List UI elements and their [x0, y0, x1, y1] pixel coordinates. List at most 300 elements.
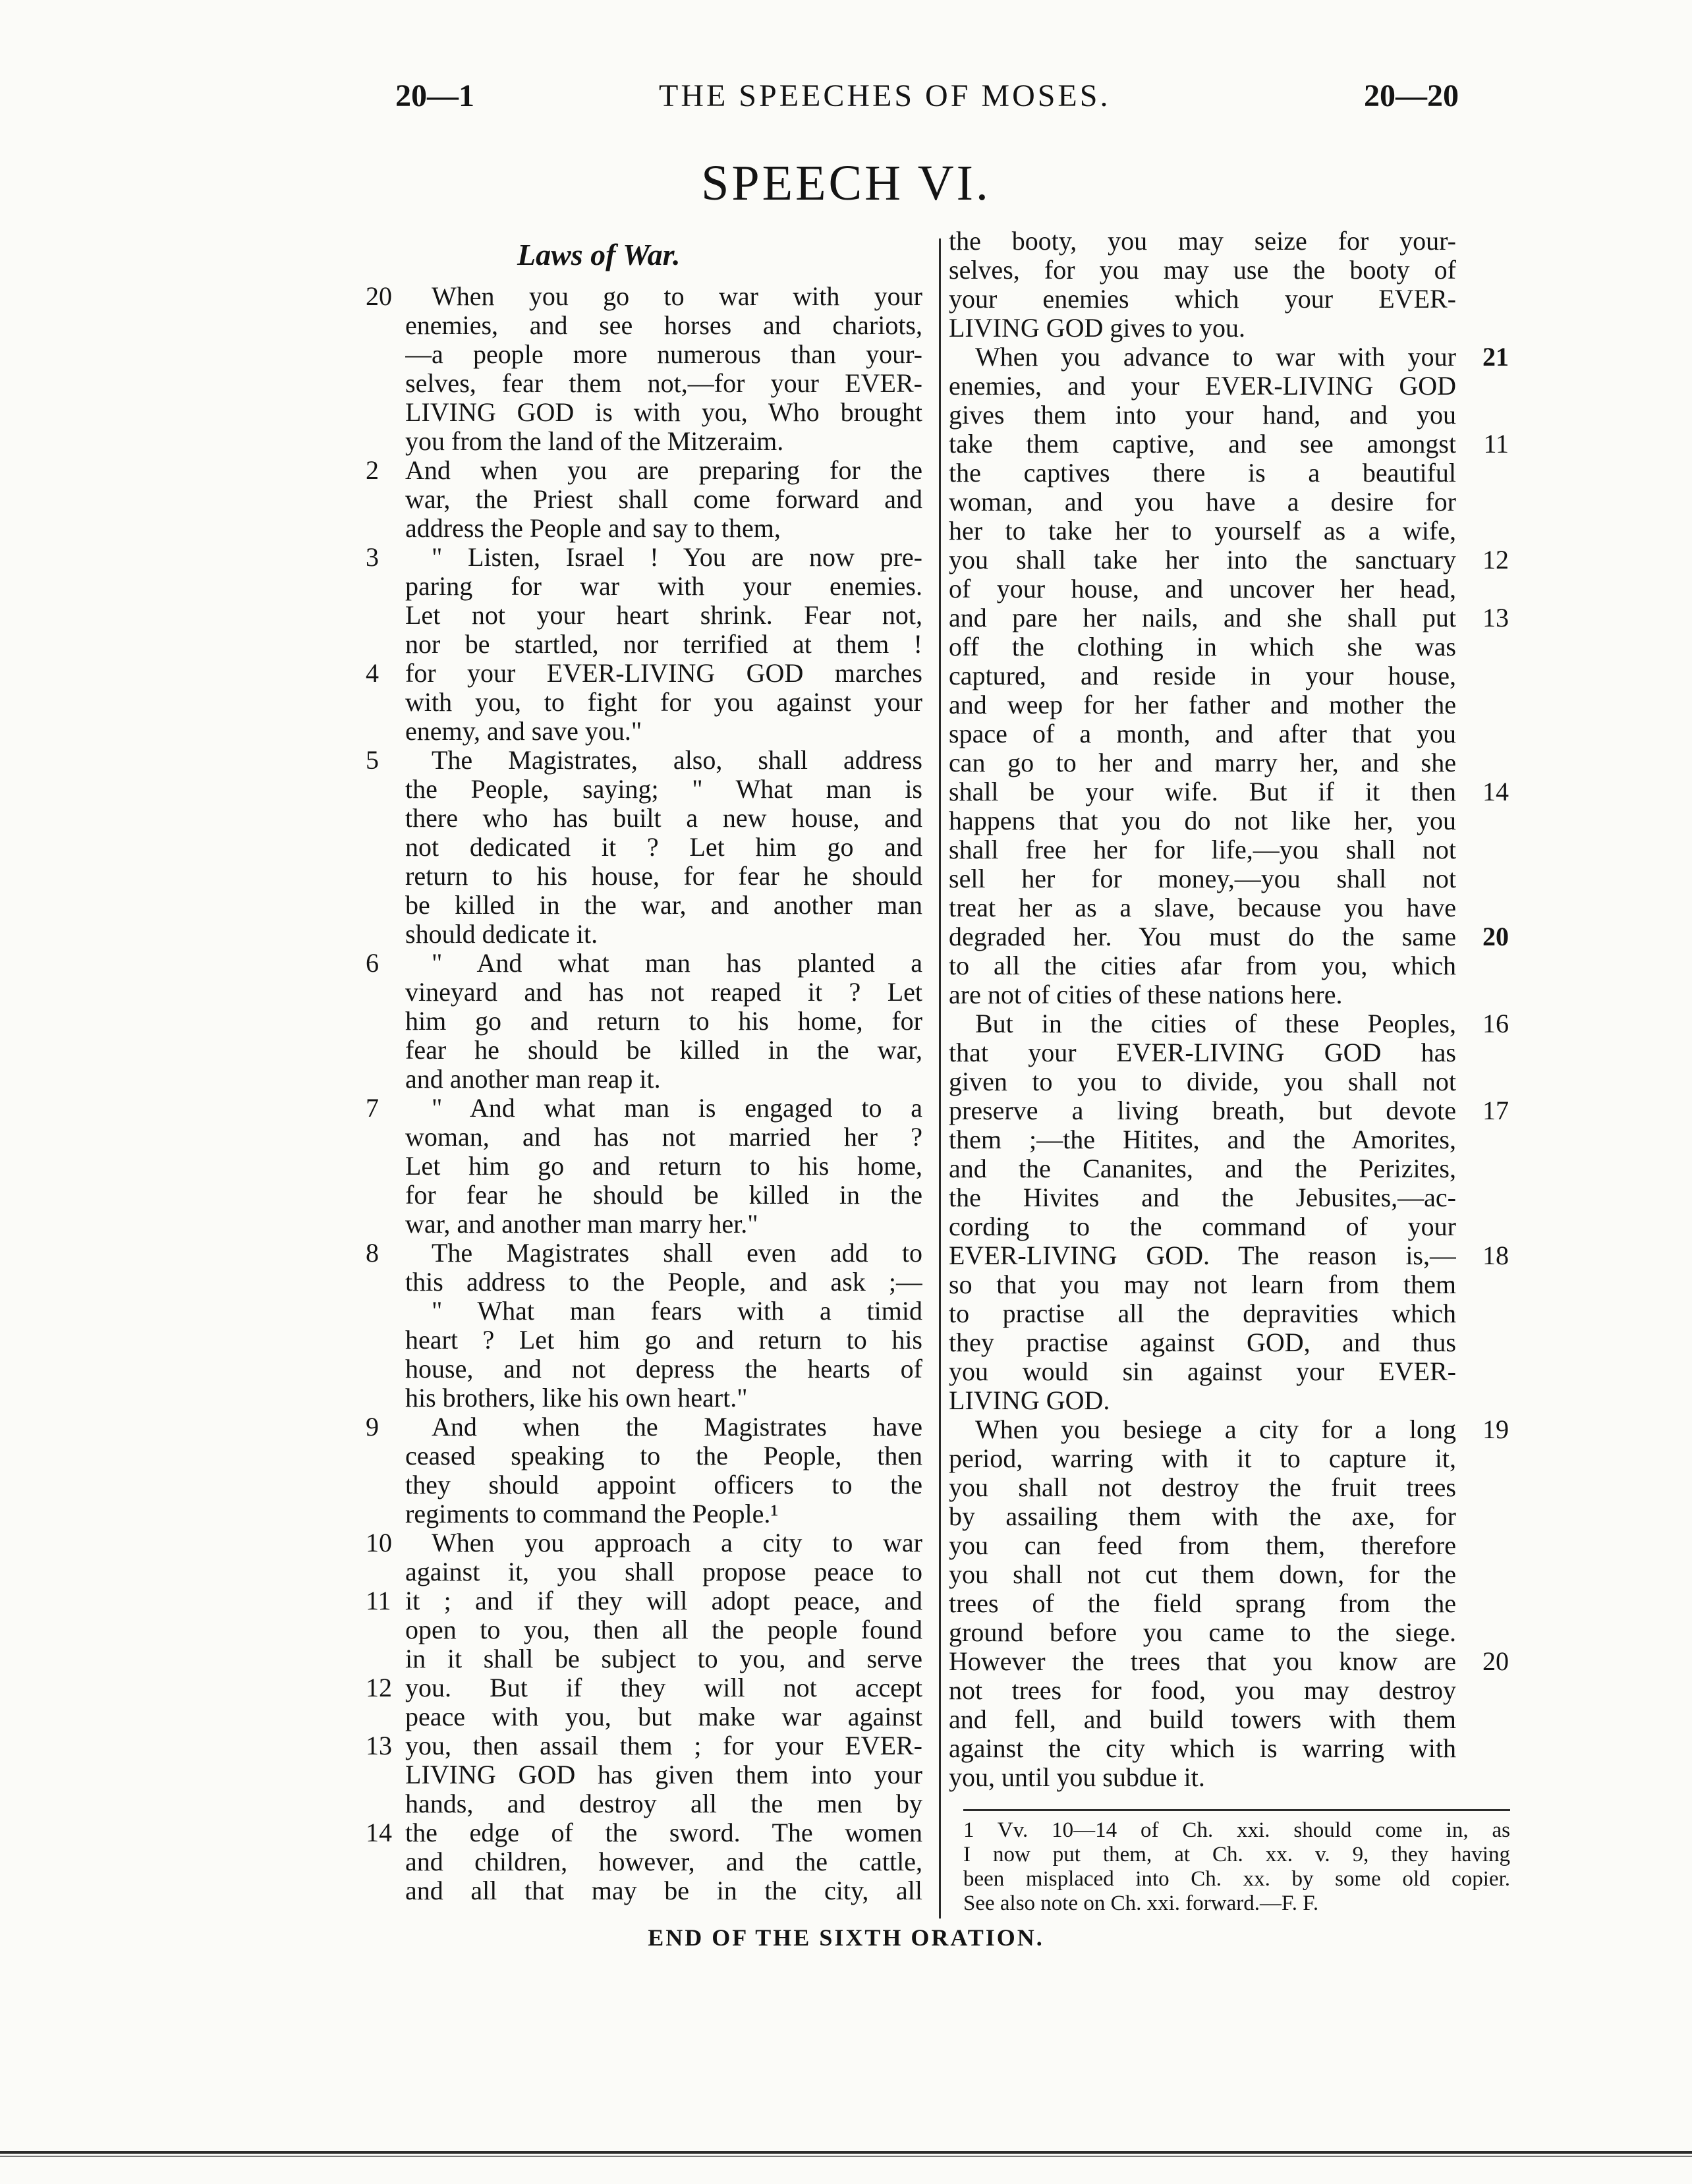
line-text: enemies, and your EVER-LIVING GOD: [949, 372, 1456, 401]
line-text: preserve a living breath, but devote: [949, 1096, 1456, 1125]
text-line: [366, 1586, 922, 1615]
text-line: [366, 282, 922, 311]
line-text: address the People and say to them,: [405, 514, 781, 543]
text-line: [366, 1326, 922, 1355]
text-line: [366, 1152, 922, 1181]
line-text: LIVING GOD gives to you.: [949, 314, 1245, 343]
line-text: LIVING GOD has given them into your: [405, 1760, 922, 1789]
verse-number: [1456, 574, 1509, 603]
text-line: [949, 227, 1509, 256]
verse-number: [366, 1355, 405, 1384]
line-text: And when the Magistrates have: [432, 1413, 922, 1442]
line-text: his brothers, like his own heart.": [405, 1384, 748, 1413]
line-text: cording to the command of your: [949, 1212, 1456, 1241]
line-text: for fear he should be killed in the: [405, 1181, 922, 1210]
verse-number: [366, 1615, 405, 1644]
line-text: war, and another man marry her.": [405, 1210, 758, 1239]
verse-number: [366, 804, 405, 833]
text-line: [949, 1618, 1509, 1647]
line-text: However the trees that you know are: [949, 1647, 1456, 1676]
line-text: you, then assail them ; for your EVER-: [405, 1731, 922, 1760]
line-text: return to his house, for fear he should: [405, 862, 922, 891]
text-line: [366, 1384, 922, 1413]
line-text: paring for war with your enemies.: [405, 572, 922, 601]
verse-number: [1456, 980, 1509, 1009]
verse-number: [1456, 1154, 1509, 1183]
verse-number: 5: [366, 745, 379, 775]
bottom-rule-thin: [0, 2156, 1692, 2157]
line-text: be killed in the war, and another man: [405, 891, 922, 920]
verse-number: 13: [1482, 603, 1509, 632]
section-heading: Laws of War.: [517, 238, 681, 271]
verse-number: 14: [1482, 777, 1509, 806]
text-line: [949, 1357, 1509, 1386]
line-text: captured, and reside in your house,: [949, 661, 1456, 690]
text-line: [949, 632, 1509, 661]
text-line: [949, 1067, 1509, 1096]
text-line: [366, 862, 922, 891]
verse-number: [1456, 951, 1509, 980]
line-text: gives them into your hand, and you: [949, 401, 1456, 430]
verse-number: 14: [366, 1818, 392, 1847]
line-text: given to you to divide, you shall not: [949, 1067, 1456, 1096]
line-text: enemies, and see horses and chariots,: [405, 311, 922, 340]
line-text: The Magistrates shall even add to: [432, 1239, 922, 1268]
line-text: you would sin against your EVER-: [949, 1357, 1456, 1386]
line-text: When you approach a city to war: [432, 1528, 922, 1557]
text-line: [949, 719, 1509, 748]
line-text: you can feed from them, therefore: [949, 1531, 1456, 1560]
line-text: trees of the field sprang from the: [949, 1589, 1456, 1618]
line-text: this address to the People, and ask ;—: [405, 1268, 922, 1297]
line-text: EVER-LIVING GOD. The reason is,—: [949, 1241, 1456, 1270]
verse-number: 4: [366, 658, 379, 688]
line-text: and pare her nails, and she shall put: [949, 603, 1456, 632]
text-line: [366, 1094, 922, 1123]
verse-number: [366, 1065, 405, 1094]
text-line: [949, 1415, 1509, 1444]
text-line: [366, 775, 922, 804]
text-line: [949, 777, 1509, 806]
verse-number: [1456, 661, 1509, 690]
line-text: shall be your wife. But if it then: [949, 777, 1456, 806]
verse-number: [366, 862, 405, 891]
verse-number: [366, 1181, 405, 1210]
verse-number: [366, 514, 405, 543]
line-text: When you advance to war with your: [975, 343, 1456, 372]
text-line: [366, 1297, 922, 1326]
verse-number: 2: [366, 455, 379, 485]
text-line: [366, 1210, 922, 1239]
verse-number: [366, 1326, 405, 1355]
verse-number: [1456, 488, 1509, 517]
verse-number: 20: [1482, 922, 1509, 951]
verse-number: [1456, 401, 1509, 430]
line-text: and all that may be in the city, all: [405, 1876, 922, 1905]
text-line: [366, 688, 922, 717]
line-text: against it, you shall propose peace to: [405, 1557, 922, 1586]
line-text: can go to her and marry her, and she: [949, 748, 1456, 777]
verse-number: [366, 1557, 405, 1586]
text-line: [949, 1473, 1509, 1502]
text-line: [366, 949, 922, 978]
line-text: degraded her. You must do the same: [949, 922, 1456, 951]
verse-number: [1456, 1067, 1509, 1096]
footnote-line: been misplaced into Ch. xx. by some old copier.: [963, 1867, 1510, 1891]
verse-number: [366, 572, 405, 601]
line-text: Let him go and return to his home,: [405, 1152, 922, 1181]
line-text: house, and not depress the hearts of: [405, 1355, 922, 1384]
verse-number: [366, 398, 405, 427]
verse-number: [366, 1152, 405, 1181]
verse-number: 13: [366, 1731, 392, 1760]
verse-number: [1456, 1618, 1509, 1647]
text-line: [366, 920, 922, 949]
text-line: [366, 1876, 922, 1905]
line-text: of your house, and uncover her head,: [949, 574, 1456, 603]
text-line: [366, 746, 922, 775]
text-line: [949, 314, 1509, 343]
verse-number: [1456, 719, 1509, 748]
verse-number: [1456, 1299, 1509, 1328]
text-line: [366, 1181, 922, 1210]
footnote-divider: [963, 1809, 1510, 1811]
verse-number: 16: [1482, 1009, 1509, 1038]
right-folio: 20—20: [1364, 78, 1459, 113]
text-line: [366, 1731, 922, 1760]
text-line: [366, 601, 922, 630]
text-line: [949, 343, 1509, 372]
right-column: [949, 227, 1509, 1792]
verse-number: [366, 427, 405, 456]
text-line: [949, 430, 1509, 459]
text-line: [949, 372, 1509, 401]
text-line: [366, 717, 922, 746]
line-text: by assailing them with the axe, for: [949, 1502, 1456, 1531]
verse-number: [366, 1499, 405, 1528]
line-text: her to take her to yourself as a wife,: [949, 517, 1456, 546]
verse-number: [1456, 1589, 1509, 1618]
verse-number: [366, 978, 405, 1007]
line-text: so that you may not learn from them: [949, 1270, 1456, 1299]
verse-number: [1456, 690, 1509, 719]
line-text: take them captive, and see amongst: [949, 430, 1456, 459]
verse-number: [366, 717, 405, 746]
line-text: you from the land of the Mitzeraim.: [405, 427, 784, 456]
verse-number: [366, 1442, 405, 1470]
line-text: the People, saying; " What man is: [405, 775, 922, 804]
line-text: and fell, and build towers with them: [949, 1705, 1456, 1734]
line-text: not dedicated it ? Let him go and: [405, 833, 922, 862]
line-text: peace with you, but make war against: [405, 1702, 922, 1731]
verse-number: [1456, 1183, 1509, 1212]
left-folio: 20—1: [395, 78, 474, 113]
text-line: [949, 835, 1509, 864]
text-line: [949, 1386, 1509, 1415]
text-line: [366, 1818, 922, 1847]
verse-number: [366, 630, 405, 659]
text-line: [366, 369, 922, 398]
line-text: against the city which is warring with: [949, 1734, 1456, 1763]
text-line: [366, 1499, 922, 1528]
line-text: happens that you do not like her, you: [949, 806, 1456, 835]
verse-number: 11: [1483, 429, 1509, 459]
verse-number: [1456, 1763, 1509, 1792]
text-line: [366, 891, 922, 920]
text-line: [949, 748, 1509, 777]
verse-number: [366, 1297, 405, 1326]
text-line: [949, 1589, 1509, 1618]
line-text: nor be startled, nor terrified at them !: [405, 630, 922, 659]
text-line: [949, 1734, 1509, 1763]
verse-number: [366, 485, 405, 514]
line-text: off the clothing in which she was: [949, 632, 1456, 661]
footnote-line: 1 Vv. 10—14 of Ch. xxi. should come in, as: [963, 1818, 1510, 1842]
text-line: [366, 1268, 922, 1297]
verse-number: [1456, 372, 1509, 401]
verse-number: [1456, 806, 1509, 835]
line-text: should dedicate it.: [405, 920, 598, 949]
verse-number: [366, 1210, 405, 1239]
text-line: [949, 1270, 1509, 1299]
line-text: vineyard and has not reaped it ? Let: [405, 978, 922, 1007]
text-line: [949, 517, 1509, 546]
text-line: [949, 285, 1509, 314]
verse-number: [366, 1702, 405, 1731]
text-line: [949, 922, 1509, 951]
text-line: [949, 488, 1509, 517]
line-text: hands, and destroy all the men by: [405, 1789, 922, 1818]
line-text: and the Cananites, and the Perizites,: [949, 1154, 1456, 1183]
text-line: [366, 398, 922, 427]
running-title: THE SPEECHES OF MOSES.: [659, 78, 1111, 113]
verse-number: [1456, 517, 1509, 546]
verse-number: [366, 601, 405, 630]
text-line: [949, 1763, 1509, 1792]
text-line: [949, 1647, 1509, 1676]
line-text: " What man fears with a timid: [432, 1297, 922, 1326]
text-line: [366, 543, 922, 572]
verse-number: [366, 369, 405, 398]
verse-number: [1456, 1531, 1509, 1560]
verse-number: [1456, 632, 1509, 661]
verse-number: [366, 1123, 405, 1152]
verse-number: [366, 1384, 405, 1413]
text-line: [949, 690, 1509, 719]
verse-number: [1456, 864, 1509, 893]
text-line: [949, 1444, 1509, 1473]
verse-number: [366, 311, 405, 340]
line-text: When you go to war with your: [432, 282, 922, 311]
verse-number: 20: [1482, 1646, 1509, 1676]
verse-number: [366, 1644, 405, 1673]
text-line: [366, 485, 922, 514]
verse-number: 11: [366, 1586, 391, 1615]
text-line: [949, 893, 1509, 922]
verse-number: [366, 920, 405, 949]
line-text: woman, and has not married her ?: [405, 1123, 922, 1152]
verse-number: [1456, 1328, 1509, 1357]
text-line: [949, 574, 1509, 603]
text-line: [366, 1615, 922, 1644]
left-column: [366, 282, 922, 1905]
line-text: to all the cities afar from you, which: [949, 951, 1456, 980]
footnote-line: I now put them, at Ch. xx. v. 9, they having: [963, 1843, 1510, 1866]
line-text: When you besiege a city for a long: [975, 1415, 1456, 1444]
text-line: [366, 427, 922, 456]
text-line: [949, 864, 1509, 893]
verse-number: [1456, 459, 1509, 488]
line-text: treat her as a slave, because you have: [949, 893, 1456, 922]
verse-number: [1456, 1734, 1509, 1763]
text-line: [949, 1328, 1509, 1357]
verse-number: [366, 1789, 405, 1818]
line-text: it ; and if they will adopt peace, and: [405, 1586, 922, 1615]
text-line: [366, 1760, 922, 1789]
text-line: [949, 1009, 1509, 1038]
line-text: you shall not cut them down, for the: [949, 1560, 1456, 1589]
text-line: [949, 661, 1509, 690]
text-line: [949, 1299, 1509, 1328]
column-divider: [939, 238, 941, 1918]
verse-number: [1456, 893, 1509, 922]
text-line: [366, 1702, 922, 1731]
line-text: him go and return to his home, for: [405, 1007, 922, 1036]
verse-number: [1456, 256, 1509, 285]
text-line: [949, 1676, 1509, 1705]
verse-number: 8: [366, 1238, 379, 1268]
line-text: war, the Priest shall come forward and: [405, 485, 922, 514]
text-line: [366, 1789, 922, 1818]
line-text: sell her for money,—you shall not: [949, 864, 1456, 893]
line-text: shall free her for life,—you shall not: [949, 835, 1456, 864]
line-text: the edge of the sword. The women: [405, 1818, 922, 1847]
line-text: them ;—the Hitites, and the Amorites,: [949, 1125, 1456, 1154]
verse-number: [366, 833, 405, 862]
text-line: [949, 401, 1509, 430]
line-text: with you, to fight for you against your: [405, 688, 922, 717]
verse-number: [1456, 1386, 1509, 1415]
text-line: [366, 1847, 922, 1876]
line-text: you shall not destroy the fruit trees: [949, 1473, 1456, 1502]
verse-number: 21: [1482, 342, 1509, 372]
verse-number: [1456, 1357, 1509, 1386]
line-text: space of a month, and after that you: [949, 719, 1456, 748]
line-text: and children, however, and the cattle,: [405, 1847, 922, 1876]
line-text: and another man reap it.: [405, 1065, 661, 1094]
line-text: The Magistrates, also, shall address: [432, 746, 922, 775]
line-text: your enemies which your EVER-: [949, 285, 1456, 314]
verse-number: [366, 1760, 405, 1789]
text-line: [949, 546, 1509, 574]
line-text: are not of cities of these nations here.: [949, 980, 1343, 1009]
verse-number: [1456, 1676, 1509, 1705]
text-line: [366, 572, 922, 601]
text-line: [949, 256, 1509, 285]
text-line: [366, 340, 922, 369]
verse-number: [366, 1036, 405, 1065]
text-line: [366, 978, 922, 1007]
text-line: [949, 1705, 1509, 1734]
text-line: [366, 514, 922, 543]
text-line: [366, 1470, 922, 1499]
text-line: [949, 603, 1509, 632]
line-text: not trees for food, you may destroy: [949, 1676, 1456, 1705]
footnote-line: See also note on Ch. xxi. forward.—F. F.: [963, 1891, 1319, 1915]
footnote: [963, 1818, 1510, 1916]
verse-number: [366, 775, 405, 804]
line-text: " And what man has planted a: [432, 949, 922, 978]
text-line: [949, 806, 1509, 835]
line-text: —a people more numerous than your-: [405, 340, 922, 369]
line-text: And when you are preparing for the: [405, 456, 922, 485]
verse-number: 12: [1482, 545, 1509, 574]
text-line: [949, 1212, 1509, 1241]
verse-number: 12: [366, 1673, 392, 1702]
line-text: enemy, and save you.": [405, 717, 642, 746]
verse-number: 19: [1482, 1414, 1509, 1444]
verse-number: [1456, 1212, 1509, 1241]
bottom-rule: [0, 2151, 1692, 2154]
text-line: [949, 1241, 1509, 1270]
text-line: [949, 951, 1509, 980]
line-text: they should appoint officers to the: [405, 1470, 922, 1499]
verse-number: 17: [1482, 1096, 1509, 1125]
text-line: [366, 1123, 922, 1152]
text-line: [366, 311, 922, 340]
verse-number: 9: [366, 1412, 379, 1442]
text-line: [366, 833, 922, 862]
line-text: fear he should be killed in the war,: [405, 1036, 922, 1065]
line-text: the booty, you may seize for your-: [949, 227, 1456, 256]
text-line: [949, 1125, 1509, 1154]
text-line: [366, 1557, 922, 1586]
text-line: [366, 1528, 922, 1557]
verse-number: [1456, 1125, 1509, 1154]
text-line: [366, 1442, 922, 1470]
verse-number: [366, 1007, 405, 1036]
line-text: period, warring with it to capture it,: [949, 1444, 1456, 1473]
verse-number: [1456, 1473, 1509, 1502]
text-line: [949, 1038, 1509, 1067]
line-text: they practise against GOD, and thus: [949, 1328, 1456, 1357]
verse-number: [366, 688, 405, 717]
text-line: [949, 980, 1509, 1009]
text-line: [366, 1036, 922, 1065]
text-line: [949, 1183, 1509, 1212]
line-text: the captives there is a beautiful: [949, 459, 1456, 488]
text-line: [949, 1560, 1509, 1589]
text-line: [949, 1502, 1509, 1531]
line-text: selves, for you may use the booty of: [949, 256, 1456, 285]
text-line: [949, 459, 1509, 488]
line-text: woman, and you have a desire for: [949, 488, 1456, 517]
verse-number: [1456, 748, 1509, 777]
verse-number: [366, 1876, 405, 1905]
text-line: [949, 1096, 1509, 1125]
text-line: [366, 659, 922, 688]
verse-number: [366, 1470, 405, 1499]
verse-number: [1456, 1705, 1509, 1734]
verse-number: [366, 340, 405, 369]
line-text: selves, fear them not,—for your EVER-: [405, 369, 922, 398]
line-text: you, until you subdue it.: [949, 1763, 1205, 1792]
line-text: LIVING GOD.: [949, 1386, 1110, 1415]
verse-number: [366, 1268, 405, 1297]
verse-number: 6: [366, 948, 379, 978]
line-text: there who has built a new house, and: [405, 804, 922, 833]
verse-number: [1456, 285, 1509, 314]
